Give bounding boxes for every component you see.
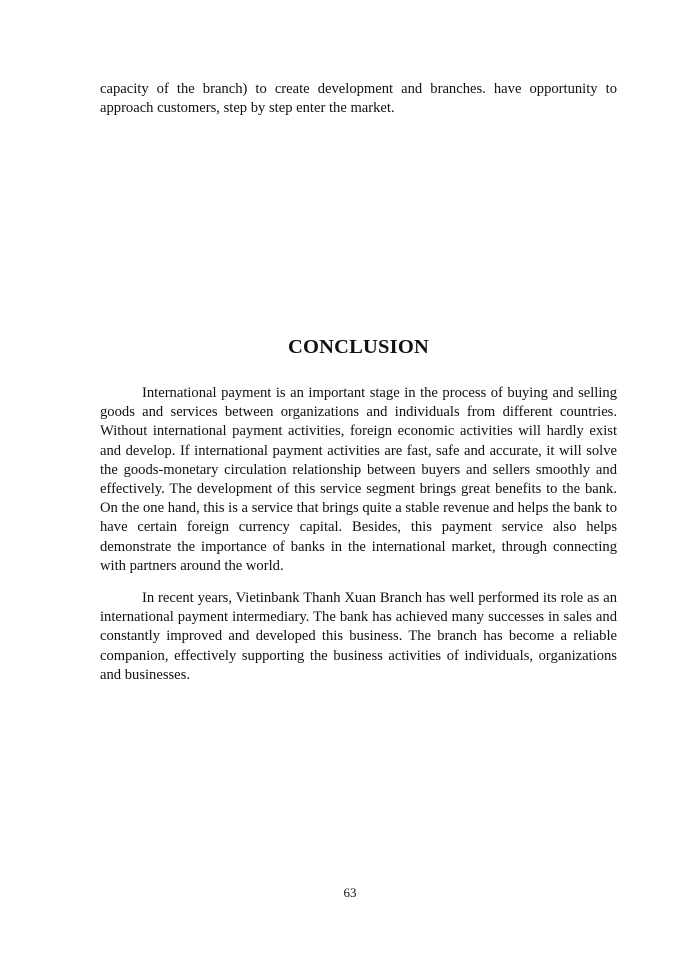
section-heading: CONCLUSION [288,336,429,358]
conclusion-paragraph-1: International payment is an important stage in the process of buying and selling goods and services between organizations and individuals from different countries. Without international payment activities, foreign economic activities will hardly exist and develop. If international payment activities are fast, safe and accurate, it will solve the goods-monetary circulation relationship between buyers and sellers smoothly and effectively. The development of this service segment brings great benefits to the bank. On the one hand, this is a service that brings quite a stable revenue and helps the bank to have certain foreign currency capital. Besides, this payment service also helps demonstrate the importance of banks in the international market, through connecting with partners around the world. [100,385,617,574]
conclusion-paragraph-2: In recent years, Vietinbank Thanh Xuan Branch has well performed its role as an international payment intermediary. The bank has achieved many successes in sales and constantly improved and developed this business. The branch has become a reliable companion, effectively supporting the business activities of individuals, organizations and businesses. [100,590,617,683]
page-number: 63 [343,885,357,900]
continued-paragraph: capacity of the branch) to create development and branches. have opportunity to approach customers, step by step enter the market. [100,81,617,117]
